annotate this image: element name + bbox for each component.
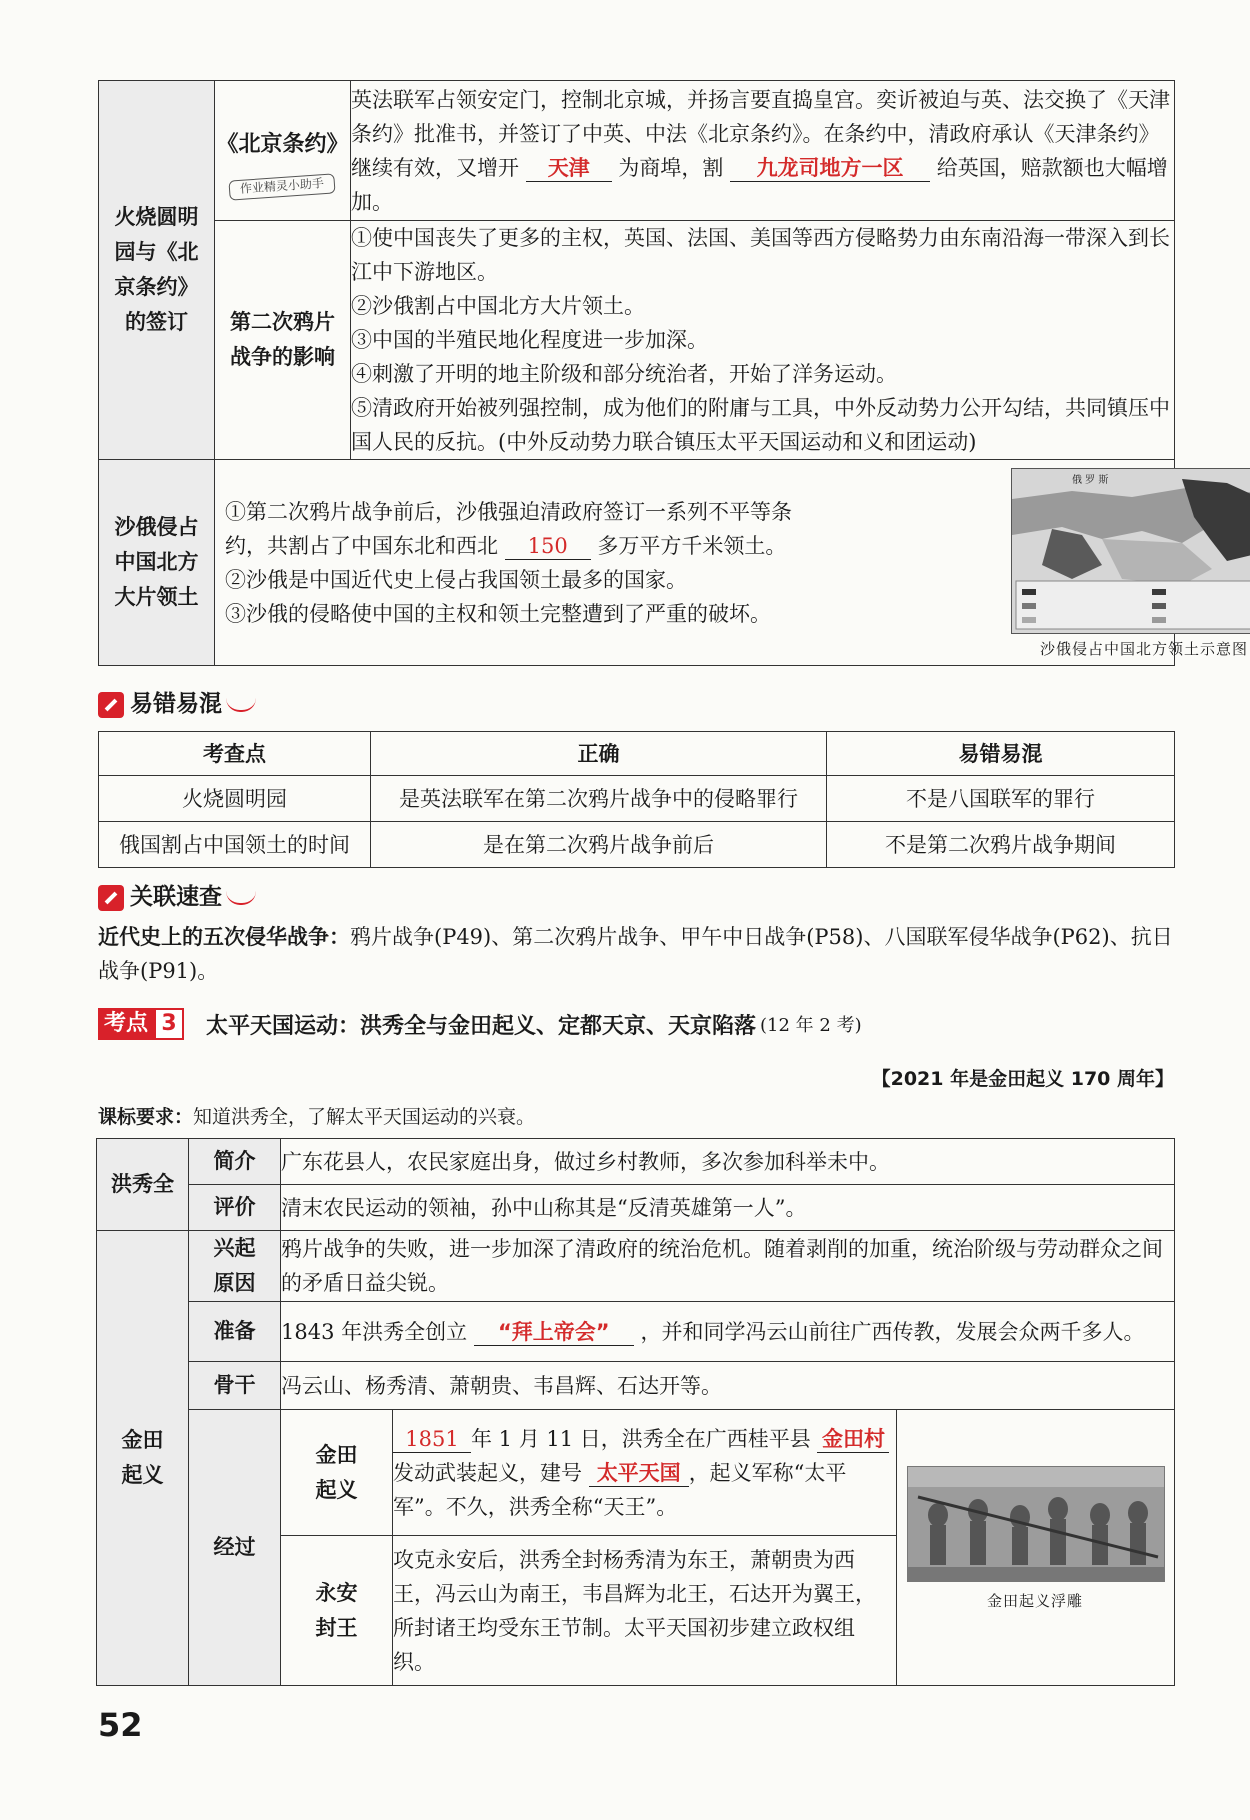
core-label: 骨干 [189, 1362, 281, 1410]
map-caption: 沙俄侵占中国北方领土示意图 [1039, 640, 1248, 658]
kaodian-count: (12 年 2 考) [760, 1015, 862, 1036]
top-table [98, 80, 1248, 666]
yongan-text: 攻克永安后，洪秀全封杨秀清为东王，萧朝贵为西王，冯云山为南王，韦昌辉为北王，石达开为翼王，所封诸王均受东王节制。太平天国初步建立政权组织。 [393, 1536, 897, 1686]
russia-text: ①第二次鸦片战争前后，沙俄强迫清政府签订一系列不平等条约，共割占了中国东北和西北 150 多万平方千米领土。 ②沙俄是中国近代史上侵占我国领土最多的国家。 ③沙俄的侵略使中国的主权和领土完整遭到了严重的破坏。 [225, 499, 792, 626]
map-title: 俄 罗 斯 [1072, 475, 1109, 486]
process-label: 经过 [189, 1410, 281, 1686]
section-label-beijing: 火烧圆明园与《北京条约》的签订 [99, 81, 215, 460]
intro-text: 广东花县人，农民家庭出身，做过乡村教师，多次参加科举未中。 [281, 1139, 1175, 1185]
impact-label: 第二次鸦片战争的影响 [215, 221, 351, 460]
kaodian-title: 太平天国运动：洪秀全与金田起义、定都天京、天京陷落 [206, 1013, 757, 1039]
impact-list [351, 221, 1175, 460]
intro-label: 简介 [189, 1139, 281, 1185]
kaodian-tag: 考点 [98, 1008, 154, 1040]
table-row: 俄国割占中国领土的时间 是在第二次鸦片战争前后 不是第二次鸦片战争期间 [99, 822, 1175, 868]
col-header: 易错易混 [827, 732, 1175, 776]
anniversary-note: 【2021 年是金田起义 170 周年】 [871, 1068, 1174, 1090]
pencil-icon [98, 692, 124, 718]
blank-jintian-village: 金田村 [817, 1426, 889, 1453]
related-text: 近代史上的五次侵华战争：鸦片战争(P49)、第二次鸦片战争、甲午中日战争(P58)、八国联军侵华战争(P62)、抗日战争(P91)。 [98, 925, 1173, 983]
impact-item: ①使中国丧失了更多的主权，英国、法国、美国等西方侵略势力由东南沿海一带深入到长江中下游地区。 [351, 226, 1170, 284]
hong-xiuquan-table [96, 1138, 1175, 1686]
relief-caption: 金田起义浮雕 [986, 1592, 1083, 1610]
section-label-russia: 沙俄侵占中国北方大片领土 [99, 460, 215, 666]
blank-taiping: 太平天国 [589, 1460, 689, 1487]
core-text: 冯云山、杨秀清、萧朝贵、韦昌辉、石达开等。 [281, 1362, 1175, 1410]
cause-text: 鸦片战争的失败，进一步加深了清政府的统治危机。随着剥削的加重，统治阶级与劳动群众之间的矛盾日益尖锐。 [281, 1231, 1175, 1302]
hong-label: 洪秀全 [97, 1139, 189, 1231]
yongan-label: 永安封王 [281, 1536, 393, 1686]
kaodian-number: 3 [154, 1008, 184, 1040]
prep-text: 1843 年洪秀全创立 “拜上帝会” ，并和同学冯云山前往广西传教，发展会众两千多人。 [281, 1302, 1175, 1362]
blank-1851: 1851 [393, 1426, 471, 1453]
pencil-icon [98, 885, 124, 911]
col-header: 正确 [371, 732, 827, 776]
confusion-heading: 易错易混 [98, 687, 256, 721]
impact-item: ④刺激了开明的地主阶级和部分统治者，开始了洋务运动。 [351, 362, 897, 386]
impact-item: ⑤清政府开始被列强控制，成为他们的附庸与工具，中外反动势力公开勾结，共同镇压中国人民的反抗。(中外反动势力联合镇压太平天国运动和义和团运动) [351, 396, 1170, 454]
relief-cell [897, 1410, 1175, 1686]
wave-decoration [226, 891, 256, 905]
russia-map-image [1011, 468, 1250, 634]
stamp: 作业精灵小助手 [228, 173, 335, 200]
relief-image [907, 1466, 1165, 1582]
curriculum-requirement: 课标要求：知道洪秀全，了解太平天国运动的兴衰。 [98, 1106, 536, 1128]
treaty-label-cell [215, 81, 351, 221]
blank-society: “拜上帝会” [474, 1319, 634, 1346]
table-row: 火烧圆明园 是英法联军在第二次鸦片战争中的侵略罪行 不是八国联军的罪行 [99, 776, 1175, 822]
kaodian-heading [98, 1008, 862, 1040]
col-header: 考查点 [99, 732, 371, 776]
blank-kowloon: 九龙司地方一区 [730, 155, 930, 182]
blank-150: 150 [505, 533, 591, 560]
cause-label: 兴起原因 [189, 1231, 281, 1302]
russia-cell [215, 460, 1248, 666]
impact-item: ③中国的半殖民地化程度进一步加深。 [351, 328, 708, 352]
uprising-label: 金田起义 [281, 1410, 393, 1536]
impact-item: ②沙俄割占中国北方大片领土。 [351, 294, 645, 318]
blank-tianjin: 天津 [526, 155, 612, 182]
jintian-label: 金田起义 [97, 1231, 189, 1686]
treaty-label: 《北京条约》 [216, 132, 349, 157]
uprising-text: 1851 年 1 月 11 日，洪秀全在广西桂平县 金田村发动武装起义，建号 太平天国 ，起义军称“太平军”。不久，洪秀全称“天王”。 [393, 1410, 897, 1536]
eval-text: 清末农民运动的领袖，孙中山称其是“反清英雄第一人”。 [281, 1185, 1175, 1231]
prep-label: 准备 [189, 1302, 281, 1362]
wave-decoration [226, 698, 256, 712]
page-number: 52 [98, 1706, 143, 1744]
treaty-text: 英法联军占领安定门，控制北京城，并扬言要直捣皇宫。奕䜣被迫与英、法交换了《天津条约》批准书，并签订了中英、中法《北京条约》。在条约中，清政府承认《天津条约》继续有效，又增开 天津 为商埠，割 九龙司地方一区 给英国，赔款额也大幅增加。 [351, 81, 1175, 221]
confusion-table [98, 731, 1175, 868]
eval-label: 评价 [189, 1185, 281, 1231]
related-heading: 关联速查 [98, 880, 256, 914]
